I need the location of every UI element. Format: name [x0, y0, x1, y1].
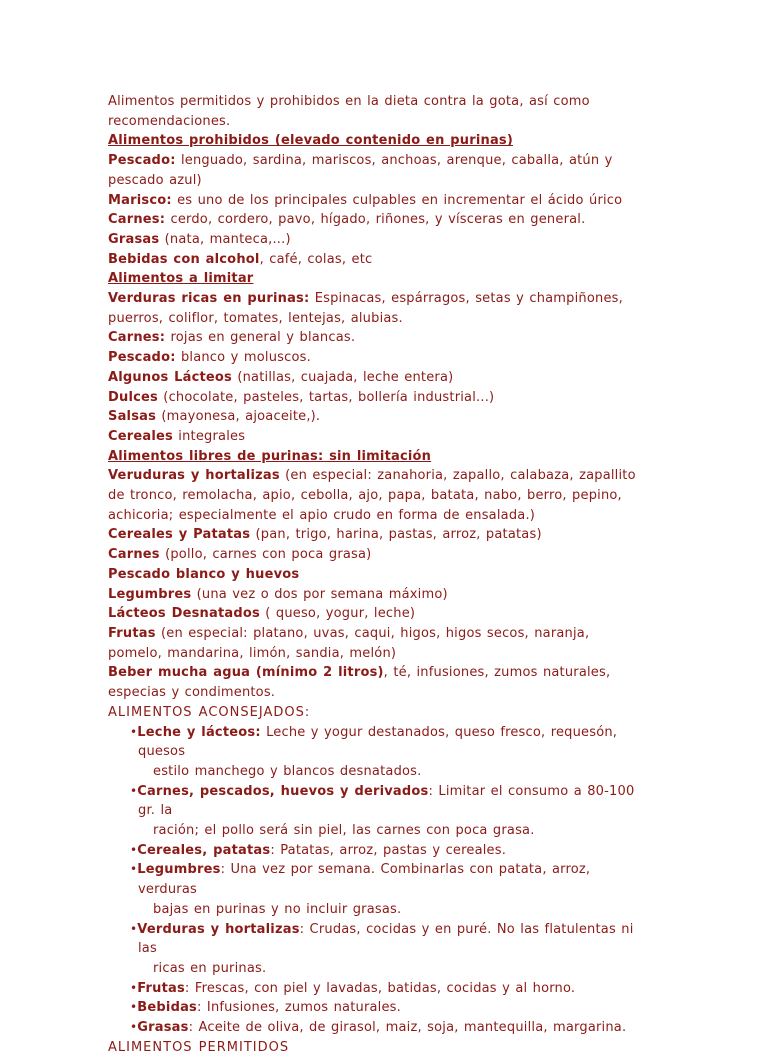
- item-text-continued: ricas en purinas.: [153, 960, 267, 976]
- item-term: Pescado:: [108, 350, 176, 366]
- item-text: (mayonesa, ajoaceite,).: [156, 409, 321, 425]
- item-text: (chocolate, pasteles, tartas, bollería industrial...): [157, 389, 495, 405]
- list-aconsejados: [108, 723, 648, 1038]
- item-term: Salsas: [108, 409, 157, 425]
- bullet-icon: •: [130, 921, 138, 936]
- bullet-icon: •: [130, 842, 138, 857]
- item-term: Verduras y hortalizas: [137, 921, 300, 937]
- item-term: Carnes: [108, 547, 160, 563]
- list-item: [108, 348, 648, 368]
- section-heading-libres: Alimentos libres de purinas: sin limitación: [108, 448, 432, 464]
- bullet-icon: •: [130, 862, 138, 877]
- item-term: Cereales: [108, 428, 173, 444]
- item-term: Cereales, patatas: [137, 842, 271, 858]
- item-term: Pescado blanco y huevos: [108, 566, 300, 582]
- item-term: Bebidas con alcohol: [108, 251, 260, 267]
- item-term: Frutas: [137, 980, 185, 996]
- item-text: : Crudas, cocidas y en puré. No las flatulentas ni las: [138, 921, 634, 957]
- section-heading-limitar: Alimentos a limitar: [108, 271, 254, 287]
- item-text: : Patatas, arroz, pastas y cereales.: [270, 842, 507, 858]
- item-text: (en especial: zanahoria, zapallo, calabaza, zapallito de tronco, remolacha, apio, cebolla, ajo, papa, batata, nabo, berro, pepino, achicoria; especialmente el apio crudo en forma de ensalada.): [108, 468, 636, 523]
- item-term: Cereales y Patatas: [108, 527, 251, 543]
- item-term: Grasas: [108, 231, 160, 247]
- item-text: , café, colas, etc: [259, 251, 373, 267]
- bullet-icon: •: [130, 724, 138, 739]
- bullet-icon: •: [130, 783, 138, 798]
- item-text: : Limitar el consumo a 80-100 gr. la: [138, 783, 635, 819]
- document-body: [108, 92, 648, 1057]
- section-heading-prohibidos: Alimentos prohibidos (elevado contenido en purinas): [108, 133, 513, 149]
- item-text-continued: bajas en purinas y no incluir grasas.: [153, 901, 402, 917]
- item-term: Carnes:: [108, 212, 166, 228]
- list-item: [108, 427, 648, 447]
- list-item: [108, 565, 648, 585]
- item-text: integrales: [172, 428, 246, 444]
- bullet-item: [130, 998, 648, 1018]
- item-term: Frutas: [108, 625, 156, 641]
- bullet-item: [130, 723, 648, 782]
- bullet-icon: •: [130, 980, 138, 995]
- item-text: rojas en general y blancas.: [165, 330, 356, 346]
- bullet-item: [130, 1018, 648, 1038]
- item-term: Leche y lácteos:: [137, 724, 261, 740]
- item-text-continued: ración; el pollo será sin piel, las carnes con poca grasa.: [153, 823, 535, 839]
- item-term: Algunos Lácteos: [108, 369, 232, 385]
- section-heading-aconsejados: ALIMENTOS ACONSEJADOS:: [108, 704, 311, 720]
- item-term: Bebidas: [137, 1000, 197, 1016]
- item-text: Espinacas, espárragos, setas y champiñones, puerros, coliflor, tomates, lentejas, alubias.: [108, 291, 623, 326]
- bullet-icon: •: [130, 1020, 138, 1035]
- bullet-icon: •: [130, 1000, 138, 1015]
- bullet-item: [130, 979, 648, 999]
- list-item: [108, 151, 648, 190]
- item-term: Legumbres: [108, 586, 192, 602]
- item-text: (pollo, carnes con poca grasa): [159, 547, 372, 563]
- list-item: [108, 210, 648, 230]
- bullet-item: [130, 860, 648, 919]
- intro-paragraph: Alimentos permitidos y prohibidos en la dieta contra la gota, así como recomendaciones.: [108, 94, 590, 129]
- item-text: : Aceite de oliva, de girasol, maiz, soja, mantequilla, margarina.: [188, 1020, 627, 1036]
- list-item: [108, 585, 648, 605]
- list-item: [108, 328, 648, 348]
- list-item: [108, 368, 648, 388]
- item-text: (una vez o dos por semana máximo): [191, 586, 448, 602]
- list-item: [108, 545, 648, 565]
- list-libres: [108, 466, 648, 702]
- list-item: [108, 407, 648, 427]
- item-term: Carnes, pescados, huevos y derivados: [137, 783, 429, 799]
- list-item: [108, 624, 648, 663]
- item-text: (pan, trigo, harina, pastas, arroz, patatas): [250, 527, 542, 543]
- item-text: lenguado, sardina, mariscos, anchoas, arenque, caballa, atún y pescado azul): [108, 153, 613, 188]
- item-text: , té, infusiones, zumos naturales, especias y condimentos.: [108, 665, 611, 701]
- item-text: : Infusiones, zumos naturales.: [197, 1000, 401, 1016]
- item-text: Leche y yogur destanados, queso fresco, requesón, quesos: [138, 724, 618, 760]
- list-item: [108, 289, 648, 328]
- list-item: [108, 388, 648, 408]
- section-heading-permitidos: ALIMENTOS PERMITIDOS: [108, 1039, 290, 1055]
- item-text: : Frescas, con piel y lavadas, batidas, cocidas y al horno.: [184, 980, 576, 996]
- bullet-item: [130, 920, 648, 979]
- item-text-continued: estilo manchego y blancos desnatados.: [153, 763, 422, 779]
- item-text: ( queso, yogur, leche): [259, 606, 416, 622]
- item-term: Carnes:: [108, 330, 166, 346]
- item-term: Grasas: [137, 1020, 189, 1036]
- item-term: Pescado:: [108, 153, 176, 169]
- item-text: (en especial: platano, uvas, caqui, higos, higos secos, naranja, pomelo, mandarina, limón, sandia, melón): [108, 625, 590, 661]
- item-text: (nata, manteca,...): [159, 231, 291, 247]
- item-text: es uno de los principales culpables en incrementar el ácido úrico: [171, 192, 623, 208]
- bullet-item: [130, 841, 648, 861]
- item-term: Legumbres: [137, 862, 221, 878]
- list-item: [108, 230, 648, 250]
- bullet-item: [130, 782, 648, 841]
- list-item: [108, 663, 648, 702]
- item-term: Marisco:: [108, 192, 172, 208]
- list-item: [108, 604, 648, 624]
- list-item: [108, 250, 648, 270]
- list-prohibidos: [108, 151, 648, 269]
- list-item: [108, 191, 648, 211]
- item-text: : Una vez por semana. Combinarlas con patata, arroz, verduras: [138, 862, 591, 898]
- list-item: [108, 466, 648, 525]
- item-text: cerdo, cordero, pavo, hígado, riñones, y vísceras en general.: [165, 212, 586, 228]
- item-term: Lácteos Desnatados: [108, 606, 260, 622]
- item-term: Veruduras y hortalizas: [108, 468, 280, 484]
- item-text: (natillas, cuajada, leche entera): [232, 369, 454, 385]
- item-term: Verduras ricas en purinas:: [108, 291, 310, 307]
- list-item: [108, 525, 648, 545]
- list-limitar: [108, 289, 648, 447]
- item-text: blanco y moluscos.: [175, 350, 311, 366]
- item-term: Dulces: [108, 389, 158, 405]
- item-term: Beber mucha agua (mínimo 2 litros): [108, 665, 384, 681]
